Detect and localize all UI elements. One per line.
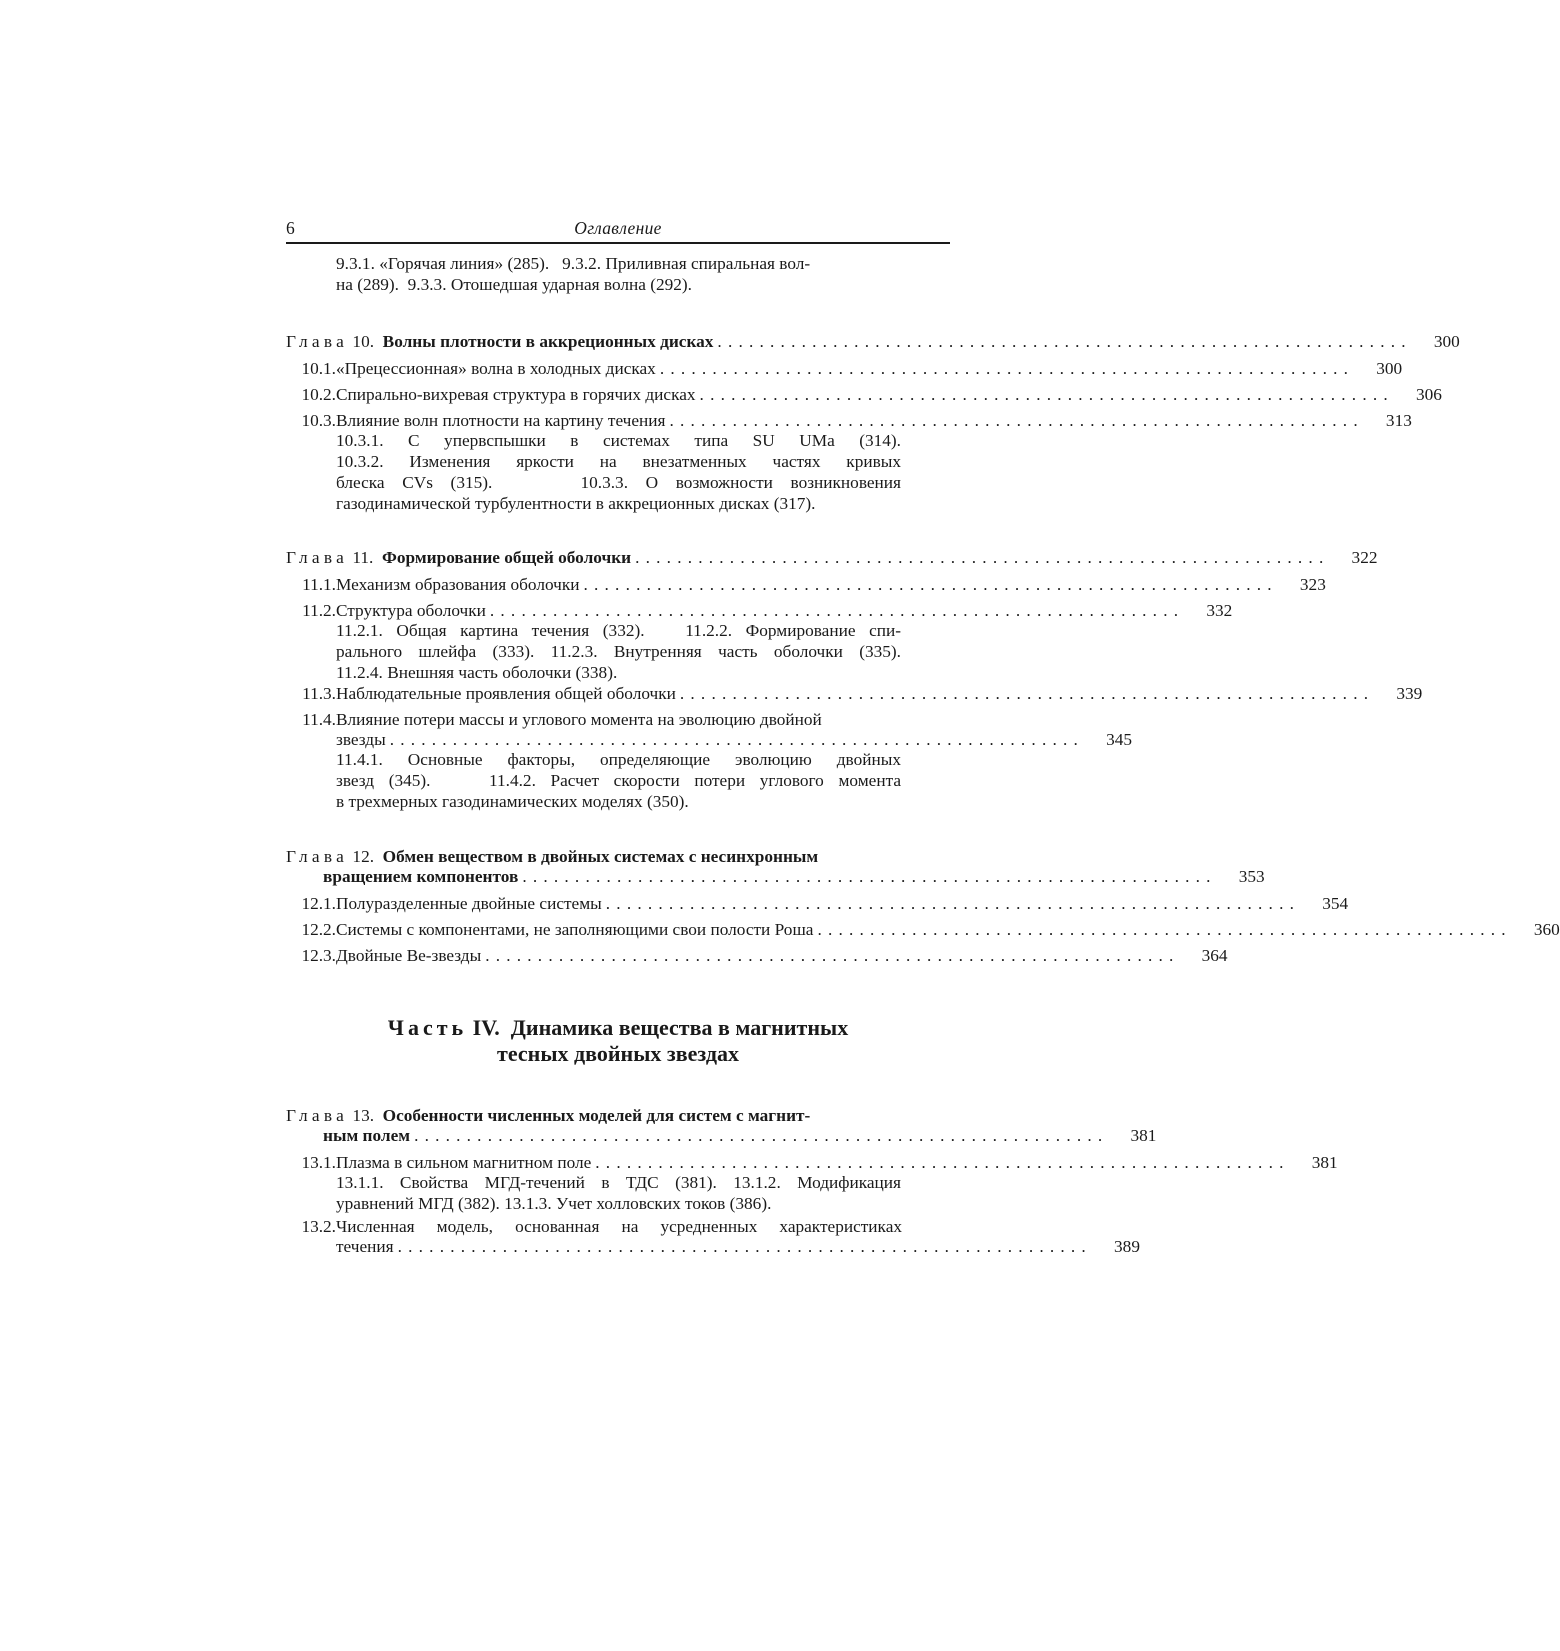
page-ref: 306 bbox=[1415, 385, 1442, 404]
toc-section-10-1[interactable]: 10.1. «Прецессионная» волна в холодных дисках .................................................................. 300 bbox=[301, 359, 1403, 378]
toc-subsection-text: 13.1.1. Свойства МГД-течений в ТДС (381). 13.1.2. Модификация уравнений МГД (382). 13.1.3. Учет холловских токов (386). bbox=[336, 1173, 901, 1213]
toc-subsection-text: 11.2.1. Общая картина течения (332). 11.2.2. Формирование спи- рального шлейфа (333). 11.2.3. Внутренняя часть оболочки (335). 11.2.4. Внешняя часть оболочки (338). bbox=[336, 621, 901, 682]
dot-leader: .................................................................. bbox=[717, 332, 1412, 351]
dot-leader: .................................................................. bbox=[583, 575, 1278, 594]
dot-leader: .................................................................. bbox=[817, 920, 1512, 939]
toc-section-11-2[interactable]: 11.2. Структура оболочки .................................................................. 332 bbox=[302, 601, 1233, 620]
toc-chapter-13[interactable]: Глава 13. Особенности численных моделей для систем с магнит- bbox=[286, 1106, 811, 1125]
toc-section-10-3[interactable]: 10.3. Влияние волн плотности на картину течения .................................................................. 313 bbox=[301, 411, 1412, 430]
toc-section-11-4[interactable]: 11.4. Влияние потери массы и углового момента на эволюцию двойной bbox=[302, 710, 822, 729]
dot-leader: .................................................................. bbox=[485, 946, 1180, 965]
toc-section-13-1[interactable]: 13.1. Плазма в сильном магнитном поле .................................................................. 381 bbox=[301, 1153, 1338, 1172]
toc-chapter-12[interactable]: Глава 12. Обмен веществом в двойных системах с несинхронным bbox=[286, 847, 819, 866]
chapter-title: Формирование общей оболочки bbox=[382, 548, 632, 567]
toc-section-10-2[interactable]: 10.2. Спирально-вихревая структура в горячих дисках .................................................................. 306 bbox=[301, 385, 1442, 404]
page-ref: 323 bbox=[1299, 575, 1326, 594]
toc-chapter-10[interactable]: Глава 10. Волны плотности в аккреционных дисках .................................................................. 300 bbox=[286, 332, 1460, 351]
page-ref: 322 bbox=[1351, 548, 1378, 567]
toc-section-13-2-cont[interactable]: течения .................................................................. 389 bbox=[336, 1237, 1140, 1256]
page-ref: 353 bbox=[1238, 867, 1265, 886]
page-ref: 345 bbox=[1106, 730, 1133, 749]
page-ref: 389 bbox=[1114, 1237, 1140, 1256]
chapter-title: Волны плотности в аккреционных дисках bbox=[382, 332, 714, 351]
page-ref: 300 bbox=[1433, 332, 1460, 351]
toc-subsection-text: 10.3.1. С упервспышки в системах типа SU UMa (314). 10.3.2. Изменения яркости на внезатменных частях кривых блеска CVs (315). 10.3.3. О возможности возникновения газодинамической турбулентности в аккреционных дисках (317). bbox=[336, 431, 901, 513]
toc-section-12-2[interactable]: 12.2. Системы с компонентами, не заполняющими свои полости Роша .................................................................. 360 bbox=[301, 920, 1560, 939]
page-ref: 300 bbox=[1376, 359, 1403, 378]
dot-leader: .................................................................. bbox=[635, 548, 1330, 567]
toc-page bbox=[286, 0, 1560, 1651]
dot-leader: .................................................................. bbox=[414, 1126, 1109, 1145]
dot-leader: .................................................................. bbox=[489, 601, 1185, 620]
toc-subsection-text: 11.4.1. Основные факторы, определяющие эволюцию двойных звезд (345). 11.4.2. Расчет скорости потери углового момента в трехмерных газодинамических моделях (350). bbox=[336, 750, 901, 811]
page-ref: 360 bbox=[1533, 920, 1560, 939]
page-ref: 381 bbox=[1311, 1153, 1338, 1172]
toc-section-11-4-cont[interactable]: звезды .................................................................. 345 bbox=[336, 730, 1133, 749]
dot-leader: .................................................................. bbox=[389, 730, 1085, 749]
dot-leader: .................................................................. bbox=[679, 684, 1375, 703]
page-ref: 364 bbox=[1201, 946, 1228, 965]
dot-leader: .................................................................. bbox=[522, 867, 1217, 886]
running-title: Оглавление bbox=[574, 218, 662, 238]
page-ref: 339 bbox=[1396, 684, 1423, 703]
page-ref: 332 bbox=[1206, 601, 1233, 620]
toc-section-12-3[interactable]: 12.3. Двойные Be-звезды .................................................................. 364 bbox=[301, 946, 1228, 965]
dot-leader: .................................................................. bbox=[595, 1153, 1290, 1172]
dot-leader: .................................................................. bbox=[669, 411, 1364, 430]
dot-leader: .................................................................. bbox=[397, 1237, 1092, 1256]
dot-leader: .................................................................. bbox=[605, 894, 1301, 913]
toc-section-11-3[interactable]: 11.3. Наблюдательные проявления общей оболочки .................................................................. 339 bbox=[302, 684, 1423, 703]
toc-section-12-1[interactable]: 12.1. Полуразделенные двойные системы .................................................................. 354 bbox=[301, 894, 1349, 913]
toc-section-13-2[interactable]: 13.2. Численная модель, основанная на усредненных характеристиках bbox=[301, 1217, 902, 1236]
page-number: 6 bbox=[286, 218, 295, 238]
toc-chapter-11[interactable]: Глава 11. Формирование общей оболочки .................................................................. 322 bbox=[286, 548, 1378, 567]
toc-section-11-1[interactable]: 11.1. Механизм образования оболочки .................................................................. 323 bbox=[302, 575, 1326, 594]
running-header bbox=[286, 218, 950, 244]
page-ref: 313 bbox=[1385, 411, 1412, 430]
toc-chapter-12-cont[interactable]: вращением компонентов .................................................................. 353 bbox=[323, 867, 1265, 886]
chapter-title: Обмен веществом в двойных системах с несинхронным bbox=[382, 847, 819, 866]
page-ref: 354 bbox=[1322, 894, 1349, 913]
page-ref: 381 bbox=[1130, 1126, 1157, 1145]
chapter-title: Особенности численных моделей для систем с магнит- bbox=[382, 1106, 811, 1125]
part-heading[interactable]: Часть IV. Динамика вещества в магнитных тесных двойных звездах bbox=[387, 1015, 849, 1066]
toc-subsection-text: 9.3.1. «Горячая линия» (285). 9.3.2. Приливная спиральная вол- на (289). 9.3.3. Отошедшая ударная волна (292). bbox=[336, 254, 811, 294]
dot-leader: .................................................................. bbox=[659, 359, 1355, 378]
toc-chapter-13-cont[interactable]: ным полем .................................................................. 381 bbox=[323, 1126, 1157, 1145]
dot-leader: .................................................................. bbox=[699, 385, 1394, 404]
